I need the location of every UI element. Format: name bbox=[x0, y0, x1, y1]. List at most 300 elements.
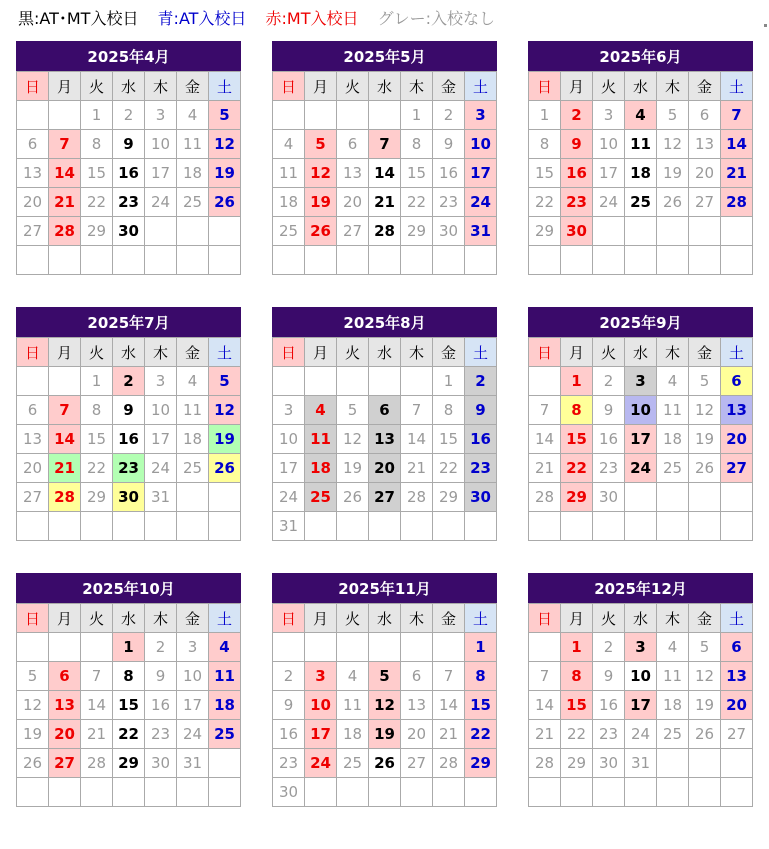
empty-cell bbox=[369, 512, 401, 541]
empty-cell bbox=[145, 246, 177, 275]
empty-cell bbox=[17, 633, 49, 662]
week-row bbox=[529, 396, 753, 425]
weekday-header: 水 bbox=[113, 338, 145, 367]
day-cell: 30 bbox=[113, 217, 145, 246]
empty-cell bbox=[145, 778, 177, 807]
weekday-header: 火 bbox=[337, 72, 369, 101]
day-cell: 5 bbox=[657, 101, 689, 130]
week-row bbox=[273, 512, 497, 541]
empty-cell bbox=[17, 512, 49, 541]
week-row bbox=[17, 454, 241, 483]
weekday-header: 月 bbox=[49, 604, 81, 633]
day-cell: 7 bbox=[721, 101, 753, 130]
day-cell: 4 bbox=[337, 662, 369, 691]
day-cell: 16 bbox=[465, 425, 497, 454]
weekday-header: 水 bbox=[369, 72, 401, 101]
day-cell: 30 bbox=[273, 778, 305, 807]
day-cell: 16 bbox=[113, 425, 145, 454]
day-cell: 19 bbox=[369, 720, 401, 749]
day-cell: 11 bbox=[273, 159, 305, 188]
week-row bbox=[17, 101, 241, 130]
day-cell: 8 bbox=[81, 130, 113, 159]
day-cell: 25 bbox=[177, 188, 209, 217]
day-cell: 1 bbox=[561, 367, 593, 396]
empty-cell bbox=[689, 217, 721, 246]
day-cell: 24 bbox=[625, 720, 657, 749]
day-cell: 31 bbox=[145, 483, 177, 512]
day-cell: 15 bbox=[529, 159, 561, 188]
empty-cell bbox=[433, 246, 465, 275]
day-cell: 26 bbox=[689, 454, 721, 483]
day-cell: 7 bbox=[433, 662, 465, 691]
day-cell: 12 bbox=[305, 159, 337, 188]
day-cell: 8 bbox=[81, 396, 113, 425]
month-calendar bbox=[16, 41, 241, 275]
day-cell: 20 bbox=[401, 720, 433, 749]
day-cell: 22 bbox=[465, 720, 497, 749]
day-cell: 20 bbox=[689, 159, 721, 188]
day-cell: 17 bbox=[145, 425, 177, 454]
day-cell: 13 bbox=[721, 662, 753, 691]
day-cell: 7 bbox=[81, 662, 113, 691]
day-cell: 5 bbox=[369, 662, 401, 691]
weekday-header: 金 bbox=[177, 338, 209, 367]
weekday-header: 木 bbox=[145, 338, 177, 367]
empty-cell bbox=[689, 749, 721, 778]
weekday-header: 火 bbox=[81, 604, 113, 633]
day-cell: 1 bbox=[81, 367, 113, 396]
day-cell: 23 bbox=[433, 188, 465, 217]
week-row bbox=[273, 246, 497, 275]
empty-cell bbox=[529, 246, 561, 275]
empty-cell bbox=[625, 246, 657, 275]
day-cell: 18 bbox=[305, 454, 337, 483]
empty-cell bbox=[465, 512, 497, 541]
empty-cell bbox=[209, 217, 241, 246]
day-cell: 24 bbox=[145, 188, 177, 217]
empty-cell bbox=[113, 512, 145, 541]
day-cell: 21 bbox=[721, 159, 753, 188]
day-cell: 6 bbox=[337, 130, 369, 159]
day-cell: 11 bbox=[177, 130, 209, 159]
day-cell: 15 bbox=[401, 159, 433, 188]
day-cell: 9 bbox=[433, 130, 465, 159]
empty-cell bbox=[177, 778, 209, 807]
day-cell: 9 bbox=[465, 396, 497, 425]
day-cell: 7 bbox=[369, 130, 401, 159]
day-cell: 15 bbox=[433, 425, 465, 454]
month-calendar bbox=[528, 307, 753, 541]
weekday-header: 月 bbox=[305, 72, 337, 101]
day-cell: 19 bbox=[305, 188, 337, 217]
month-table bbox=[272, 71, 497, 275]
day-cell: 22 bbox=[561, 454, 593, 483]
day-cell: 16 bbox=[145, 691, 177, 720]
week-row bbox=[529, 720, 753, 749]
day-cell: 30 bbox=[561, 217, 593, 246]
weekday-header: 水 bbox=[113, 604, 145, 633]
day-cell: 12 bbox=[689, 662, 721, 691]
weekday-header: 日 bbox=[273, 604, 305, 633]
weekday-header: 月 bbox=[49, 72, 81, 101]
weekday-header: 日 bbox=[273, 338, 305, 367]
day-cell: 1 bbox=[113, 633, 145, 662]
day-cell: 5 bbox=[17, 662, 49, 691]
week-row bbox=[273, 483, 497, 512]
day-cell: 21 bbox=[529, 454, 561, 483]
day-cell: 10 bbox=[305, 691, 337, 720]
day-cell: 25 bbox=[657, 720, 689, 749]
weekday-header-row bbox=[17, 604, 241, 633]
day-cell: 28 bbox=[401, 483, 433, 512]
empty-cell bbox=[465, 778, 497, 807]
day-cell: 18 bbox=[273, 188, 305, 217]
empty-cell bbox=[657, 778, 689, 807]
empty-cell bbox=[337, 246, 369, 275]
day-cell: 27 bbox=[49, 749, 81, 778]
empty-cell bbox=[401, 367, 433, 396]
weekday-header: 日 bbox=[273, 72, 305, 101]
day-cell: 2 bbox=[465, 367, 497, 396]
empty-cell bbox=[721, 749, 753, 778]
week-row bbox=[273, 101, 497, 130]
week-row bbox=[273, 367, 497, 396]
day-cell: 27 bbox=[721, 720, 753, 749]
day-cell: 24 bbox=[273, 483, 305, 512]
legend-blue: 青:AT入校日 bbox=[157, 9, 247, 28]
day-cell: 22 bbox=[81, 188, 113, 217]
empty-cell bbox=[657, 512, 689, 541]
day-cell: 26 bbox=[337, 483, 369, 512]
week-row bbox=[273, 454, 497, 483]
day-cell: 5 bbox=[305, 130, 337, 159]
week-row bbox=[273, 749, 497, 778]
empty-cell bbox=[81, 246, 113, 275]
empty-cell bbox=[593, 246, 625, 275]
empty-cell bbox=[689, 512, 721, 541]
week-row bbox=[273, 778, 497, 807]
day-cell: 7 bbox=[529, 662, 561, 691]
day-cell: 5 bbox=[689, 367, 721, 396]
day-cell: 23 bbox=[593, 454, 625, 483]
day-cell: 20 bbox=[721, 425, 753, 454]
day-cell: 30 bbox=[593, 749, 625, 778]
weekday-header: 月 bbox=[305, 604, 337, 633]
day-cell: 14 bbox=[433, 691, 465, 720]
day-cell: 10 bbox=[145, 396, 177, 425]
day-cell: 25 bbox=[657, 454, 689, 483]
day-cell: 29 bbox=[81, 217, 113, 246]
day-cell: 19 bbox=[657, 159, 689, 188]
empty-cell bbox=[209, 749, 241, 778]
week-row bbox=[529, 130, 753, 159]
empty-cell bbox=[593, 778, 625, 807]
day-cell: 23 bbox=[145, 720, 177, 749]
month-calendar bbox=[16, 307, 241, 541]
empty-cell bbox=[305, 367, 337, 396]
legend-gray: グレー:入校なし bbox=[377, 9, 495, 28]
weekday-header: 月 bbox=[561, 338, 593, 367]
day-cell: 29 bbox=[401, 217, 433, 246]
day-cell: 28 bbox=[49, 483, 81, 512]
day-cell: 11 bbox=[305, 425, 337, 454]
day-cell: 17 bbox=[145, 159, 177, 188]
day-cell: 17 bbox=[593, 159, 625, 188]
empty-cell bbox=[49, 778, 81, 807]
empty-cell bbox=[369, 778, 401, 807]
weekday-header: 木 bbox=[145, 604, 177, 633]
empty-cell bbox=[401, 246, 433, 275]
empty-cell bbox=[561, 512, 593, 541]
day-cell: 27 bbox=[17, 217, 49, 246]
day-cell: 1 bbox=[401, 101, 433, 130]
day-cell: 21 bbox=[49, 454, 81, 483]
day-cell: 16 bbox=[593, 425, 625, 454]
day-cell: 25 bbox=[625, 188, 657, 217]
month-table bbox=[528, 71, 753, 275]
legend-red: 赤:MT入校日 bbox=[265, 9, 359, 28]
day-cell: 28 bbox=[81, 749, 113, 778]
week-row bbox=[273, 720, 497, 749]
day-cell: 18 bbox=[177, 425, 209, 454]
day-cell: 12 bbox=[337, 425, 369, 454]
day-cell: 23 bbox=[561, 188, 593, 217]
day-cell: 6 bbox=[17, 396, 49, 425]
weekday-header: 日 bbox=[17, 338, 49, 367]
empty-cell bbox=[305, 633, 337, 662]
week-row bbox=[17, 633, 241, 662]
empty-cell bbox=[337, 367, 369, 396]
day-cell: 5 bbox=[689, 633, 721, 662]
day-cell: 13 bbox=[401, 691, 433, 720]
day-cell: 20 bbox=[721, 691, 753, 720]
month-table bbox=[16, 337, 241, 541]
day-cell: 14 bbox=[49, 159, 81, 188]
day-cell: 10 bbox=[593, 130, 625, 159]
day-cell: 16 bbox=[273, 720, 305, 749]
weekday-header: 火 bbox=[593, 72, 625, 101]
day-cell: 4 bbox=[625, 101, 657, 130]
day-cell: 6 bbox=[17, 130, 49, 159]
empty-cell bbox=[657, 217, 689, 246]
empty-cell bbox=[145, 217, 177, 246]
day-cell: 25 bbox=[273, 217, 305, 246]
week-row bbox=[17, 749, 241, 778]
day-cell: 5 bbox=[209, 101, 241, 130]
day-cell: 3 bbox=[593, 101, 625, 130]
weekday-header: 木 bbox=[401, 338, 433, 367]
day-cell: 4 bbox=[177, 101, 209, 130]
day-cell: 24 bbox=[593, 188, 625, 217]
day-cell: 26 bbox=[17, 749, 49, 778]
week-row bbox=[529, 512, 753, 541]
day-cell: 25 bbox=[177, 454, 209, 483]
month-table bbox=[272, 603, 497, 807]
weekday-header: 火 bbox=[593, 604, 625, 633]
day-cell: 30 bbox=[593, 483, 625, 512]
day-cell: 22 bbox=[113, 720, 145, 749]
day-cell: 22 bbox=[561, 720, 593, 749]
day-cell: 21 bbox=[49, 188, 81, 217]
empty-cell bbox=[81, 512, 113, 541]
day-cell: 19 bbox=[17, 720, 49, 749]
day-cell: 3 bbox=[177, 633, 209, 662]
day-cell: 5 bbox=[337, 396, 369, 425]
week-row bbox=[529, 425, 753, 454]
empty-cell bbox=[17, 367, 49, 396]
legend bbox=[18, 6, 509, 30]
empty-cell bbox=[721, 778, 753, 807]
divider-dot bbox=[764, 24, 767, 27]
weekday-header: 木 bbox=[401, 604, 433, 633]
day-cell: 2 bbox=[593, 633, 625, 662]
day-cell: 11 bbox=[657, 396, 689, 425]
month-calendar bbox=[16, 573, 241, 807]
day-cell: 24 bbox=[145, 454, 177, 483]
weekday-header: 火 bbox=[593, 338, 625, 367]
empty-cell bbox=[657, 749, 689, 778]
day-cell: 10 bbox=[625, 662, 657, 691]
empty-cell bbox=[689, 778, 721, 807]
empty-cell bbox=[177, 246, 209, 275]
day-cell: 30 bbox=[145, 749, 177, 778]
month-title: 2025年6月 bbox=[528, 41, 753, 71]
empty-cell bbox=[561, 778, 593, 807]
day-cell: 13 bbox=[49, 691, 81, 720]
week-row bbox=[273, 188, 497, 217]
empty-cell bbox=[209, 483, 241, 512]
weekday-header: 土 bbox=[465, 72, 497, 101]
empty-cell bbox=[369, 633, 401, 662]
day-cell: 19 bbox=[689, 425, 721, 454]
day-cell: 24 bbox=[305, 749, 337, 778]
day-cell: 19 bbox=[209, 425, 241, 454]
empty-cell bbox=[273, 246, 305, 275]
day-cell: 23 bbox=[113, 454, 145, 483]
day-cell: 30 bbox=[465, 483, 497, 512]
day-cell: 4 bbox=[657, 367, 689, 396]
weekday-header: 月 bbox=[561, 72, 593, 101]
day-cell: 23 bbox=[113, 188, 145, 217]
day-cell: 16 bbox=[433, 159, 465, 188]
day-cell: 13 bbox=[17, 425, 49, 454]
empty-cell bbox=[625, 217, 657, 246]
week-row bbox=[17, 691, 241, 720]
day-cell: 14 bbox=[81, 691, 113, 720]
day-cell: 10 bbox=[625, 396, 657, 425]
weekday-header: 水 bbox=[625, 72, 657, 101]
weekday-header: 日 bbox=[529, 338, 561, 367]
day-cell: 12 bbox=[689, 396, 721, 425]
week-row bbox=[17, 778, 241, 807]
day-cell: 21 bbox=[529, 720, 561, 749]
week-row bbox=[529, 691, 753, 720]
day-cell: 29 bbox=[433, 483, 465, 512]
day-cell: 31 bbox=[625, 749, 657, 778]
week-row bbox=[273, 130, 497, 159]
empty-cell bbox=[209, 512, 241, 541]
day-cell: 27 bbox=[689, 188, 721, 217]
day-cell: 2 bbox=[593, 367, 625, 396]
day-cell: 27 bbox=[17, 483, 49, 512]
week-row bbox=[17, 246, 241, 275]
day-cell: 2 bbox=[145, 633, 177, 662]
empty-cell bbox=[593, 512, 625, 541]
day-cell: 11 bbox=[209, 662, 241, 691]
day-cell: 20 bbox=[49, 720, 81, 749]
week-row bbox=[529, 246, 753, 275]
weekday-header-row bbox=[529, 72, 753, 101]
weekday-header: 日 bbox=[17, 604, 49, 633]
week-row bbox=[17, 720, 241, 749]
month-table bbox=[528, 603, 753, 807]
day-cell: 17 bbox=[177, 691, 209, 720]
day-cell: 2 bbox=[433, 101, 465, 130]
weekday-header-row bbox=[17, 338, 241, 367]
empty-cell bbox=[49, 246, 81, 275]
day-cell: 14 bbox=[721, 130, 753, 159]
day-cell: 16 bbox=[593, 691, 625, 720]
day-cell: 18 bbox=[657, 691, 689, 720]
empty-cell bbox=[721, 483, 753, 512]
day-cell: 19 bbox=[337, 454, 369, 483]
weekday-header: 月 bbox=[305, 338, 337, 367]
day-cell: 22 bbox=[81, 454, 113, 483]
weekday-header: 日 bbox=[529, 604, 561, 633]
day-cell: 14 bbox=[401, 425, 433, 454]
day-cell: 18 bbox=[657, 425, 689, 454]
month-table bbox=[16, 603, 241, 807]
empty-cell bbox=[689, 246, 721, 275]
empty-cell bbox=[177, 512, 209, 541]
day-cell: 15 bbox=[81, 425, 113, 454]
empty-cell bbox=[273, 367, 305, 396]
day-cell: 31 bbox=[273, 512, 305, 541]
day-cell: 8 bbox=[561, 396, 593, 425]
empty-cell bbox=[305, 778, 337, 807]
empty-cell bbox=[113, 778, 145, 807]
week-row bbox=[273, 633, 497, 662]
month-calendar bbox=[528, 573, 753, 807]
day-cell: 8 bbox=[465, 662, 497, 691]
week-row bbox=[17, 188, 241, 217]
day-cell: 16 bbox=[561, 159, 593, 188]
day-cell: 30 bbox=[433, 217, 465, 246]
day-cell: 29 bbox=[81, 483, 113, 512]
day-cell: 13 bbox=[721, 396, 753, 425]
day-cell: 7 bbox=[49, 396, 81, 425]
day-cell: 29 bbox=[561, 483, 593, 512]
day-cell: 10 bbox=[145, 130, 177, 159]
weekday-header: 金 bbox=[689, 72, 721, 101]
weekday-header: 金 bbox=[689, 604, 721, 633]
day-cell: 24 bbox=[625, 454, 657, 483]
weekday-header: 水 bbox=[369, 338, 401, 367]
weekday-header: 水 bbox=[625, 338, 657, 367]
weekday-header: 木 bbox=[145, 72, 177, 101]
empty-cell bbox=[145, 512, 177, 541]
empty-cell bbox=[401, 778, 433, 807]
day-cell: 9 bbox=[561, 130, 593, 159]
day-cell: 6 bbox=[689, 101, 721, 130]
day-cell: 11 bbox=[625, 130, 657, 159]
day-cell: 17 bbox=[625, 425, 657, 454]
day-cell: 5 bbox=[209, 367, 241, 396]
empty-cell bbox=[369, 367, 401, 396]
day-cell: 29 bbox=[561, 749, 593, 778]
week-row bbox=[529, 188, 753, 217]
day-cell: 9 bbox=[593, 662, 625, 691]
